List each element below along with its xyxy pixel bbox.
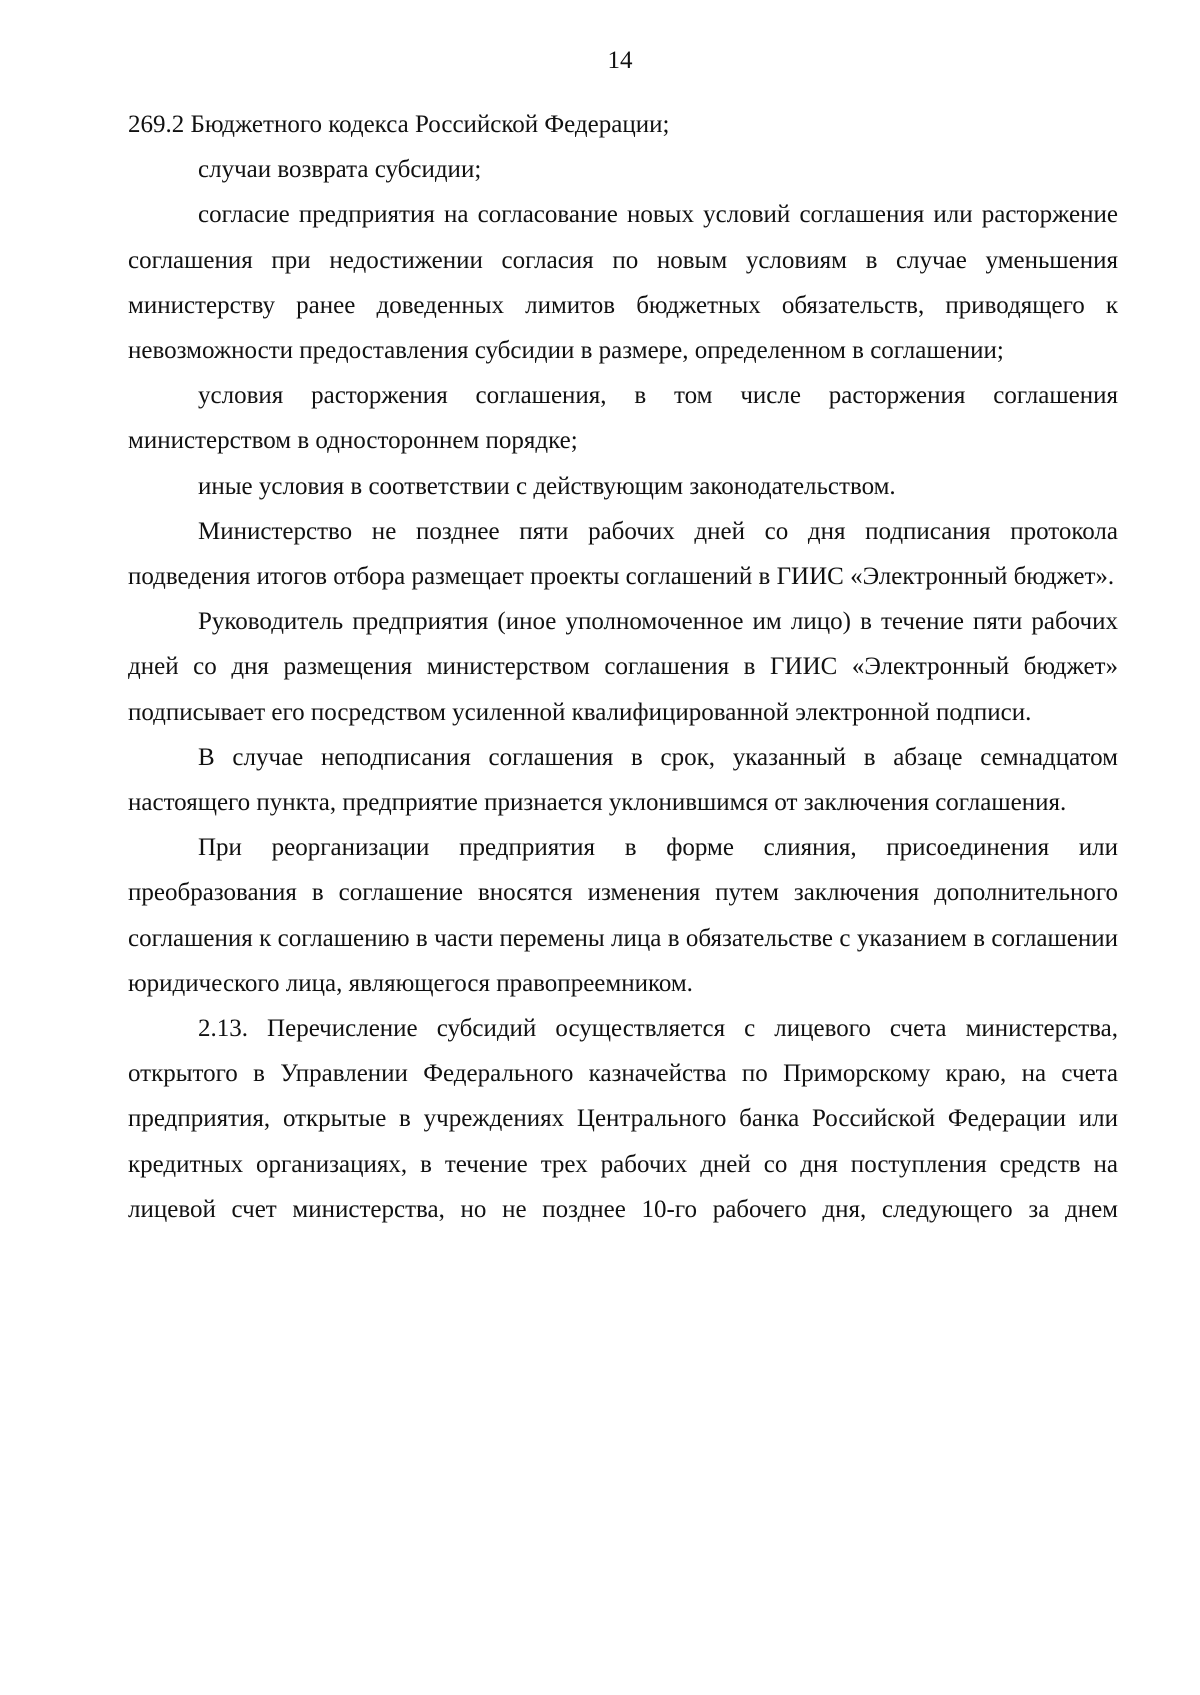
paragraph-refund-cases: случаи возврата субсидии; xyxy=(198,156,482,184)
paragraph-ministry-placement: Министерство не позднее пяти рабочих дней со дня подписания протокола подведения итогов отбора размещает проекты соглашений в ГИИС «Электронный бюджет». xyxy=(128,517,1118,591)
paragraph-continuation: 269.2 Бюджетного кодекса Российской Федерации; xyxy=(128,111,670,138)
document-body xyxy=(128,102,1118,1232)
paragraph-section-2-13: 2.13. Перечисление субсидий осуществляется с лицевого счета министерства, открытого в Управлении Федерального казначейства по Приморскому краю, на счета предприятия, открытые в учреждениях Центрального банка Российской Федерации или кредитных организациях, в течение трех рабочих дней со дня поступления средств на лицевой счет министерства, но не позднее 10-го рабочего дня, следующего за днем xyxy=(128,1015,1118,1223)
paragraph-reorganization: При реорганизации предприятия в форме слияния, присоединения или преобразования в соглашение вносятся изменения путем заключения дополнительного соглашения к соглашению в части перемены лица в обязательстве с указанием в соглашении юридического лица, являющегося правопреемником. xyxy=(128,834,1118,997)
page-number: 14 xyxy=(607,47,633,74)
paragraph-other-terms: иные условия в соответствии с действующим законодательством. xyxy=(198,472,896,500)
paragraph-non-signing: В случае неподписания соглашения в срок, указанный в абзаце семнадцатом настоящего пункта, предприятие признается уклонившимся от заключения соглашения. xyxy=(128,743,1118,817)
paragraph-termination-terms: условия расторжения соглашения, в том числе расторжения соглашения министерством в одностороннем порядке; xyxy=(128,382,1118,455)
paragraph-head-signature: Руководитель предприятия (иное уполномоченное им лицо) в течение пяти рабочих дней со дня размещения министерством соглашения в ГИИС «Электронный бюджет» подписывает его посредством усиленной квалифицированной электронной подписи. xyxy=(128,608,1118,726)
paragraph-consent-new-terms: согласие предприятия на согласование новых условий соглашения или расторжение соглашения при недостижении согласия по новым условиям в случае уменьшения министерству ранее доведенных лимитов бюджетных обязательств, приводящего к невозможности предоставления субсидии в размере, определенном в соглашении; xyxy=(128,201,1118,365)
